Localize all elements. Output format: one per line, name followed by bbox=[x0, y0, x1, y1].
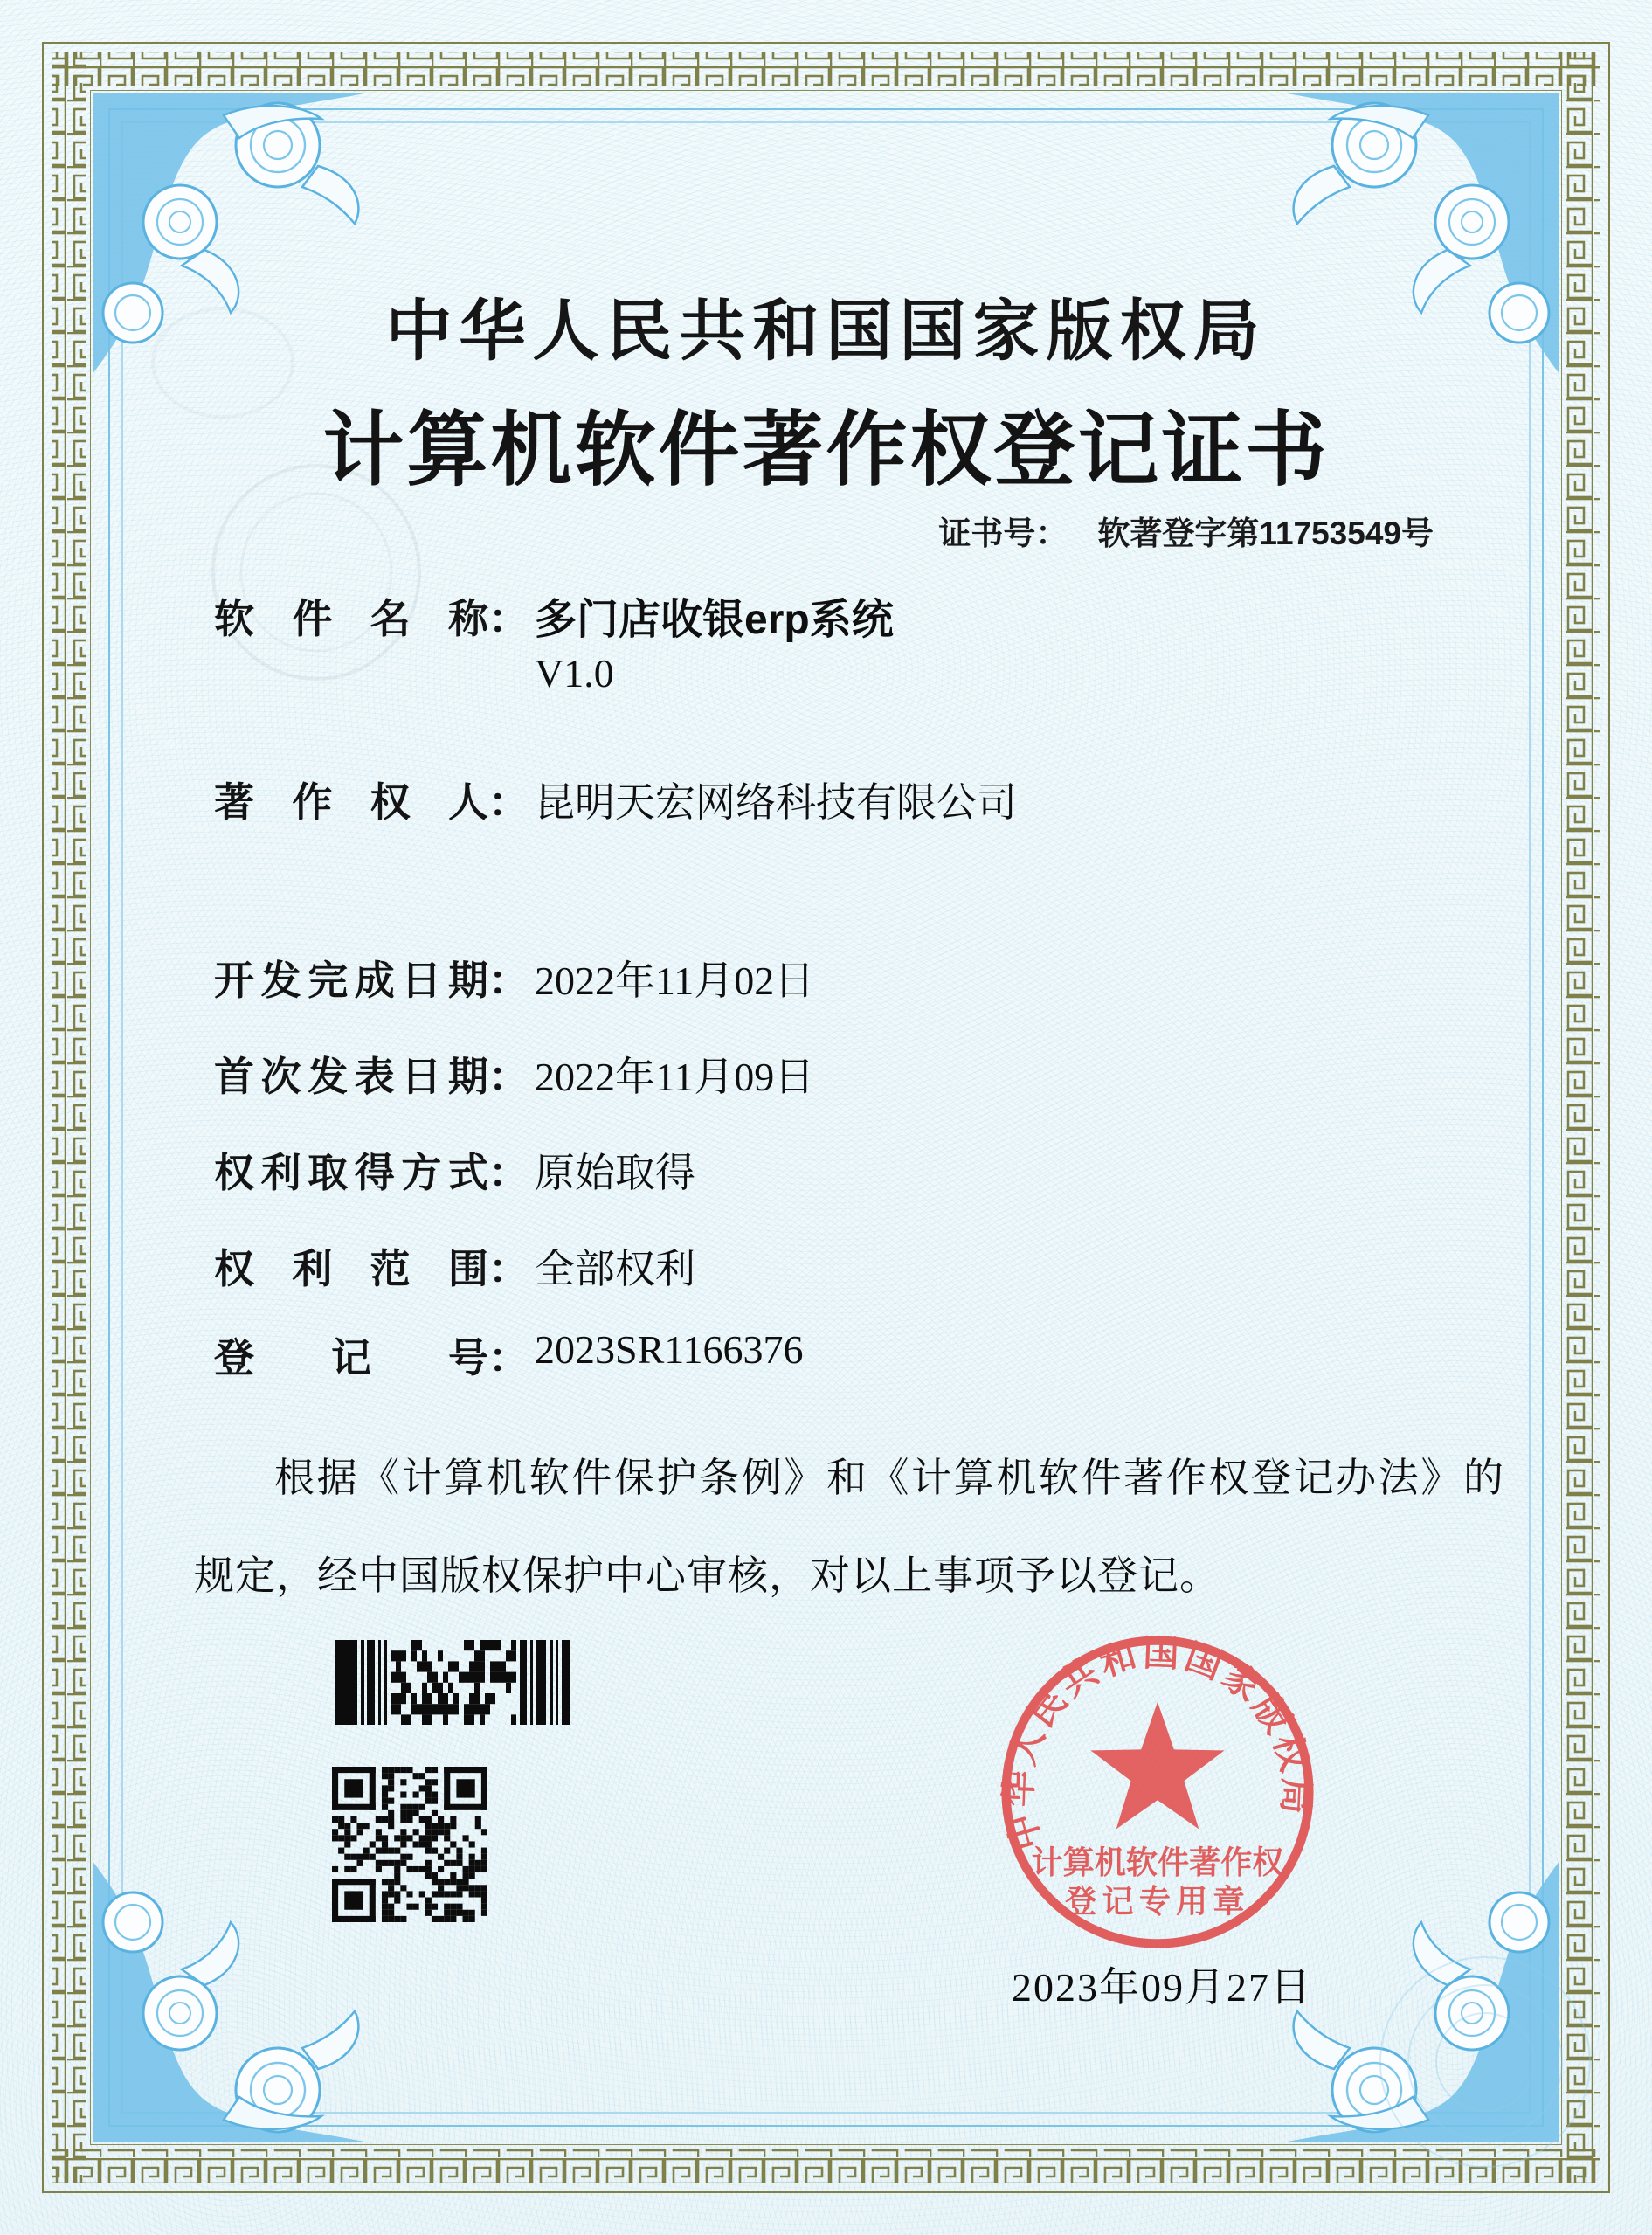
seal-star-icon bbox=[1090, 1702, 1224, 1830]
colon: ： bbox=[488, 958, 529, 1003]
field-label: 权 利 范 围 bbox=[214, 1246, 488, 1291]
field-label: 开 发 完 成 日 期 bbox=[214, 958, 488, 1003]
field-row-right-acquisition bbox=[214, 1141, 529, 1199]
field-label: 登 记 号 bbox=[214, 1335, 488, 1380]
field-label: 著 作 权 人 bbox=[214, 779, 488, 825]
dev-complete-date-value: 2022年11月02日 bbox=[535, 958, 815, 1003]
colon: ： bbox=[488, 779, 529, 825]
field-label: 软 件 名 称 bbox=[214, 596, 488, 641]
field-row-first-publish-date bbox=[214, 1045, 529, 1103]
seal-line2: 登记专用章 bbox=[1065, 1884, 1250, 1920]
certificate-number-line bbox=[938, 507, 1434, 554]
right-acquisition-value: 原始取得 bbox=[535, 1151, 695, 1195]
certificate-title: 计算机软件著作权登记证书 bbox=[322, 406, 1330, 496]
software-version: V1.0 bbox=[535, 651, 614, 695]
colon: ： bbox=[488, 1246, 529, 1291]
colon: ： bbox=[488, 596, 529, 641]
seal-line1: 计算机软件著作权 bbox=[1031, 1844, 1284, 1880]
field-row-dev-complete-date bbox=[214, 949, 529, 1007]
official-seal bbox=[989, 1623, 1326, 1961]
registration-statement: 根据《计算机软件保护条例》和《计算机软件著作权登记办法》的规定，经中国版权保护中心审核，对以上事项予以登记。 bbox=[194, 1456, 1504, 1598]
certificate-number-value: 软著登字第11753549号 bbox=[1097, 516, 1434, 551]
field-row-software-name bbox=[214, 587, 529, 645]
first-publish-date-value: 2022年11月09日 bbox=[535, 1055, 815, 1099]
field-row-right-scope bbox=[214, 1237, 529, 1295]
field-label: 权 利 取 得 方 式 bbox=[214, 1150, 488, 1195]
colon: ： bbox=[488, 1054, 529, 1099]
authority-title: 中华人民共和国国家版权局 bbox=[385, 295, 1267, 369]
seal-arc-text: 中华人民共和国国家版权局 bbox=[998, 1632, 1317, 1855]
colon: ： bbox=[488, 1150, 529, 1195]
qr-code-icon bbox=[332, 1767, 487, 1922]
copyright-owner-value: 昆明天宏网络科技有限公司 bbox=[535, 780, 1017, 825]
barcode-icon bbox=[335, 1640, 570, 1725]
issue-date: 2023年09月27日 bbox=[1012, 1965, 1312, 2010]
field-row-copyright-owner bbox=[214, 771, 529, 828]
software-name-value: 多门店收银erp系统 bbox=[535, 597, 894, 643]
field-row-registration-number bbox=[214, 1326, 529, 1384]
right-scope-value: 全部权利 bbox=[535, 1247, 695, 1291]
registration-number-value: 2023SR1166376 bbox=[535, 1327, 804, 1372]
certificate-number-label: 证书号： bbox=[938, 516, 1068, 551]
colon: ： bbox=[488, 1335, 529, 1380]
field-label: 首 次 发 表 日 期 bbox=[214, 1054, 488, 1099]
